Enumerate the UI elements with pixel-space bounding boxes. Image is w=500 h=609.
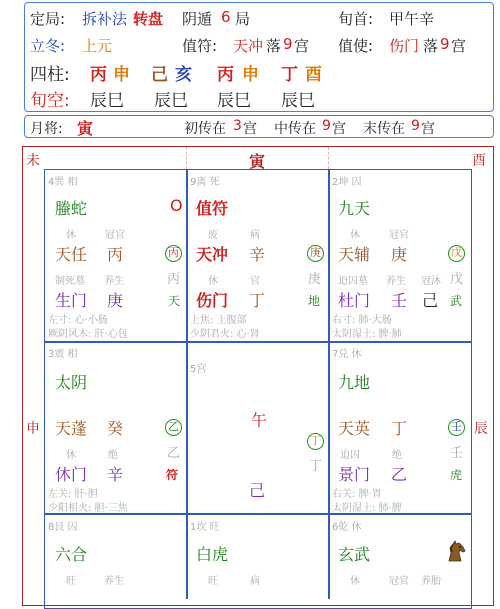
state-text: 休	[350, 576, 360, 587]
door-name: 景门	[338, 465, 371, 484]
deity-name: 值符	[196, 199, 229, 218]
center-stem: 己	[249, 481, 266, 500]
earth-stem: 丁	[309, 459, 323, 474]
heaven-stem: 丁	[391, 419, 408, 438]
ju-number: 6	[221, 8, 231, 26]
state-text: 休	[350, 230, 360, 241]
palace-title: 3震 相	[48, 349, 78, 360]
note-line: 右寸: 肺·大肠	[332, 315, 392, 326]
xunkong-month: 辰巳	[154, 91, 188, 111]
method-text: 拆补法	[82, 10, 128, 28]
xunkong-year: 辰巳	[90, 91, 124, 111]
mochuan-suffix: 宫	[421, 121, 435, 137]
side-marker: 地	[308, 294, 321, 308]
note-line: 少阴君火: 心·肾	[190, 329, 260, 340]
hidden-stem-circle: 丁	[307, 433, 324, 450]
state-text: 官	[250, 276, 260, 287]
dun-text: 阴遁	[182, 10, 213, 28]
star-name: 天冲	[196, 245, 229, 264]
note-line: 左关: 肝·胆	[48, 489, 98, 500]
hidden-stem-circle: 壬	[448, 419, 465, 436]
state-text: 冠官	[389, 576, 409, 587]
earth-stem: 庚	[107, 291, 124, 310]
state-text: 旺	[66, 576, 76, 587]
earth-stem: 壬	[391, 291, 408, 310]
deity-name: 太阴	[55, 373, 88, 392]
zhongchuan-num: 9	[322, 118, 331, 134]
state-text: 休	[208, 276, 218, 287]
note-line: 太阴湿土: 肺·脾	[332, 503, 402, 514]
star-name: 天蓬	[55, 419, 88, 438]
palace-title: 9离 死	[190, 177, 220, 188]
guide-line	[186, 147, 187, 169]
state-text: 制死墓	[55, 276, 85, 287]
state-text: 绝	[108, 450, 118, 461]
state-text: 养生	[386, 276, 406, 287]
zhifu-label: 值符:	[182, 37, 218, 55]
note-line: 少阳相火: 胆·三焦	[48, 503, 128, 514]
day-zhi: 申	[242, 65, 259, 85]
door-name: 杜门	[338, 291, 371, 310]
deity-name: 九地	[338, 373, 371, 392]
state-text: 冠官	[105, 230, 125, 241]
chuchuan-num: 3	[233, 118, 242, 134]
ju-suffix: 局	[235, 10, 251, 28]
zhifu-fall: 落	[266, 37, 282, 55]
star-name: 天辅	[338, 245, 371, 264]
hidden-stem-circle: 乙	[165, 419, 182, 436]
note-line: 右关: 脾·胃	[332, 489, 382, 500]
yuejiang-value: 寅	[77, 119, 94, 138]
note-line: 太阴湿土: 脾·肺	[332, 329, 402, 340]
xunshou-value: 甲午辛	[389, 10, 435, 28]
yuejiang-label: 月将:	[30, 121, 63, 137]
zhifu-palace: 宫	[294, 37, 310, 55]
state-text: 冠官	[389, 230, 409, 241]
state-text: 病	[250, 576, 260, 587]
palace-title: 7兑 休	[332, 349, 362, 360]
side-branch-right: 辰	[474, 421, 488, 437]
mochuan-num: 9	[411, 118, 420, 134]
state-text: 绝	[392, 450, 402, 461]
deity-name: 九天	[338, 199, 371, 218]
note-line: 上焦: 上腹部	[190, 315, 247, 326]
side-marker: 天	[168, 294, 181, 308]
palace-title: 6乾 休	[332, 522, 362, 533]
zhishi-value: 伤门	[389, 37, 420, 55]
hidden-stem-circle: 丙	[165, 245, 182, 262]
earth-stem: 丁	[249, 291, 266, 310]
palace-title: 4巽 相	[48, 177, 78, 188]
deity-name: 玄武	[338, 545, 371, 564]
heaven-stem: 庚	[391, 245, 408, 264]
yuan-text: 上元	[82, 37, 113, 55]
deity-name: 白虎	[196, 545, 229, 564]
grid-divider	[328, 169, 330, 599]
side-marker: 武	[450, 294, 463, 308]
star-name: 天任	[55, 245, 88, 264]
year-zhi: 申	[113, 65, 130, 85]
earth-stem: 辛	[107, 465, 124, 484]
star-name: 天英	[338, 419, 371, 438]
earth-stem: 戊	[450, 272, 464, 287]
state-text: 旺	[208, 576, 218, 587]
zhongchuan-suffix: 宫	[332, 121, 346, 137]
month-gan: 己	[151, 65, 168, 85]
earth-stem: 己	[422, 291, 439, 310]
state-text: 冠沐	[421, 276, 441, 287]
palace-title: 2坤 囚	[332, 177, 362, 188]
earth-stem: 丙	[167, 272, 181, 287]
xunkong-day: 辰巳	[217, 91, 251, 111]
zhifu-palace-num: 9	[283, 35, 293, 53]
hour-zhi: 酉	[305, 65, 322, 85]
earth-stem: 庚	[308, 272, 322, 287]
note-line: 左寸: 心·小肠	[48, 315, 108, 326]
corner-branch-tl: 未	[26, 153, 40, 169]
door-name: 休门	[55, 465, 88, 484]
hour-gan: 丁	[281, 65, 298, 85]
xunkong-hour: 辰巳	[281, 91, 315, 111]
earth-stem: 乙	[167, 446, 181, 461]
horse-icon	[444, 539, 468, 563]
board-type-text: 转盘	[133, 10, 164, 28]
heaven-stem: 丙	[107, 245, 124, 264]
state-text: 养胎	[421, 576, 441, 587]
heaven-stem: 辛	[249, 245, 266, 264]
state-text: 休	[66, 230, 76, 241]
grid-divider	[186, 169, 188, 599]
ju-label: 定局:	[30, 10, 66, 28]
side-marker: 虎	[450, 468, 463, 482]
deity-name: 六合	[55, 545, 88, 564]
state-text: 休	[66, 450, 76, 461]
sizhu-label: 四柱:	[30, 65, 70, 85]
palace-title: 5宫	[190, 364, 207, 375]
note-line: 厥阴风木: 肝·心包	[48, 329, 128, 340]
mochuan-prefix: 末传在	[363, 121, 405, 137]
grid-divider	[44, 341, 472, 343]
xunkong-label: 旬空:	[30, 91, 70, 111]
center-branch: 午	[251, 411, 268, 430]
state-text: 迫囚	[340, 450, 360, 461]
zhishi-fall: 落	[423, 37, 439, 55]
side-marker: 符	[166, 468, 179, 482]
zhishi-palace-num: 9	[440, 35, 450, 53]
palace-title: 8艮 囚	[48, 522, 78, 533]
side-branch-left: 申	[26, 421, 40, 437]
year-gan: 丙	[90, 65, 107, 85]
state-text: 养生	[104, 576, 124, 587]
door-name: 伤门	[196, 291, 229, 310]
heaven-stem: 癸	[107, 419, 124, 438]
chuchuan-suffix: 宫	[243, 121, 257, 137]
top-branch-label: 寅	[249, 152, 266, 171]
month-zhi: 亥	[175, 65, 192, 85]
zhishi-palace: 宫	[451, 37, 467, 55]
state-text: 病	[250, 230, 260, 241]
zhifu-value: 天冲	[233, 37, 264, 55]
day-gan: 丙	[217, 65, 234, 85]
deity-name: 螣蛇	[55, 199, 88, 218]
xunshou-label: 旬首:	[338, 10, 374, 28]
state-text: 迫囚墓	[338, 276, 368, 287]
hidden-stem-circle: 戊	[448, 245, 465, 262]
state-text: 废	[208, 230, 218, 241]
chuchuan-prefix: 初传在	[184, 121, 226, 137]
palace-title: 1坎 旺	[190, 522, 220, 533]
earth-stem: 乙	[391, 465, 408, 484]
zhishi-label: 值使:	[338, 37, 374, 55]
zhongchuan-prefix: 中传在	[274, 121, 316, 137]
jieqi-label: 立冬:	[30, 37, 66, 55]
earth-stem: 壬	[450, 446, 464, 461]
state-text: 养生	[104, 276, 124, 287]
corner-branch-tr: 酉	[472, 153, 486, 169]
door-name: 生门	[55, 291, 88, 310]
deity-marker: O	[170, 196, 183, 215]
hidden-stem-circle: 庚	[307, 245, 324, 262]
guide-line	[328, 147, 329, 169]
